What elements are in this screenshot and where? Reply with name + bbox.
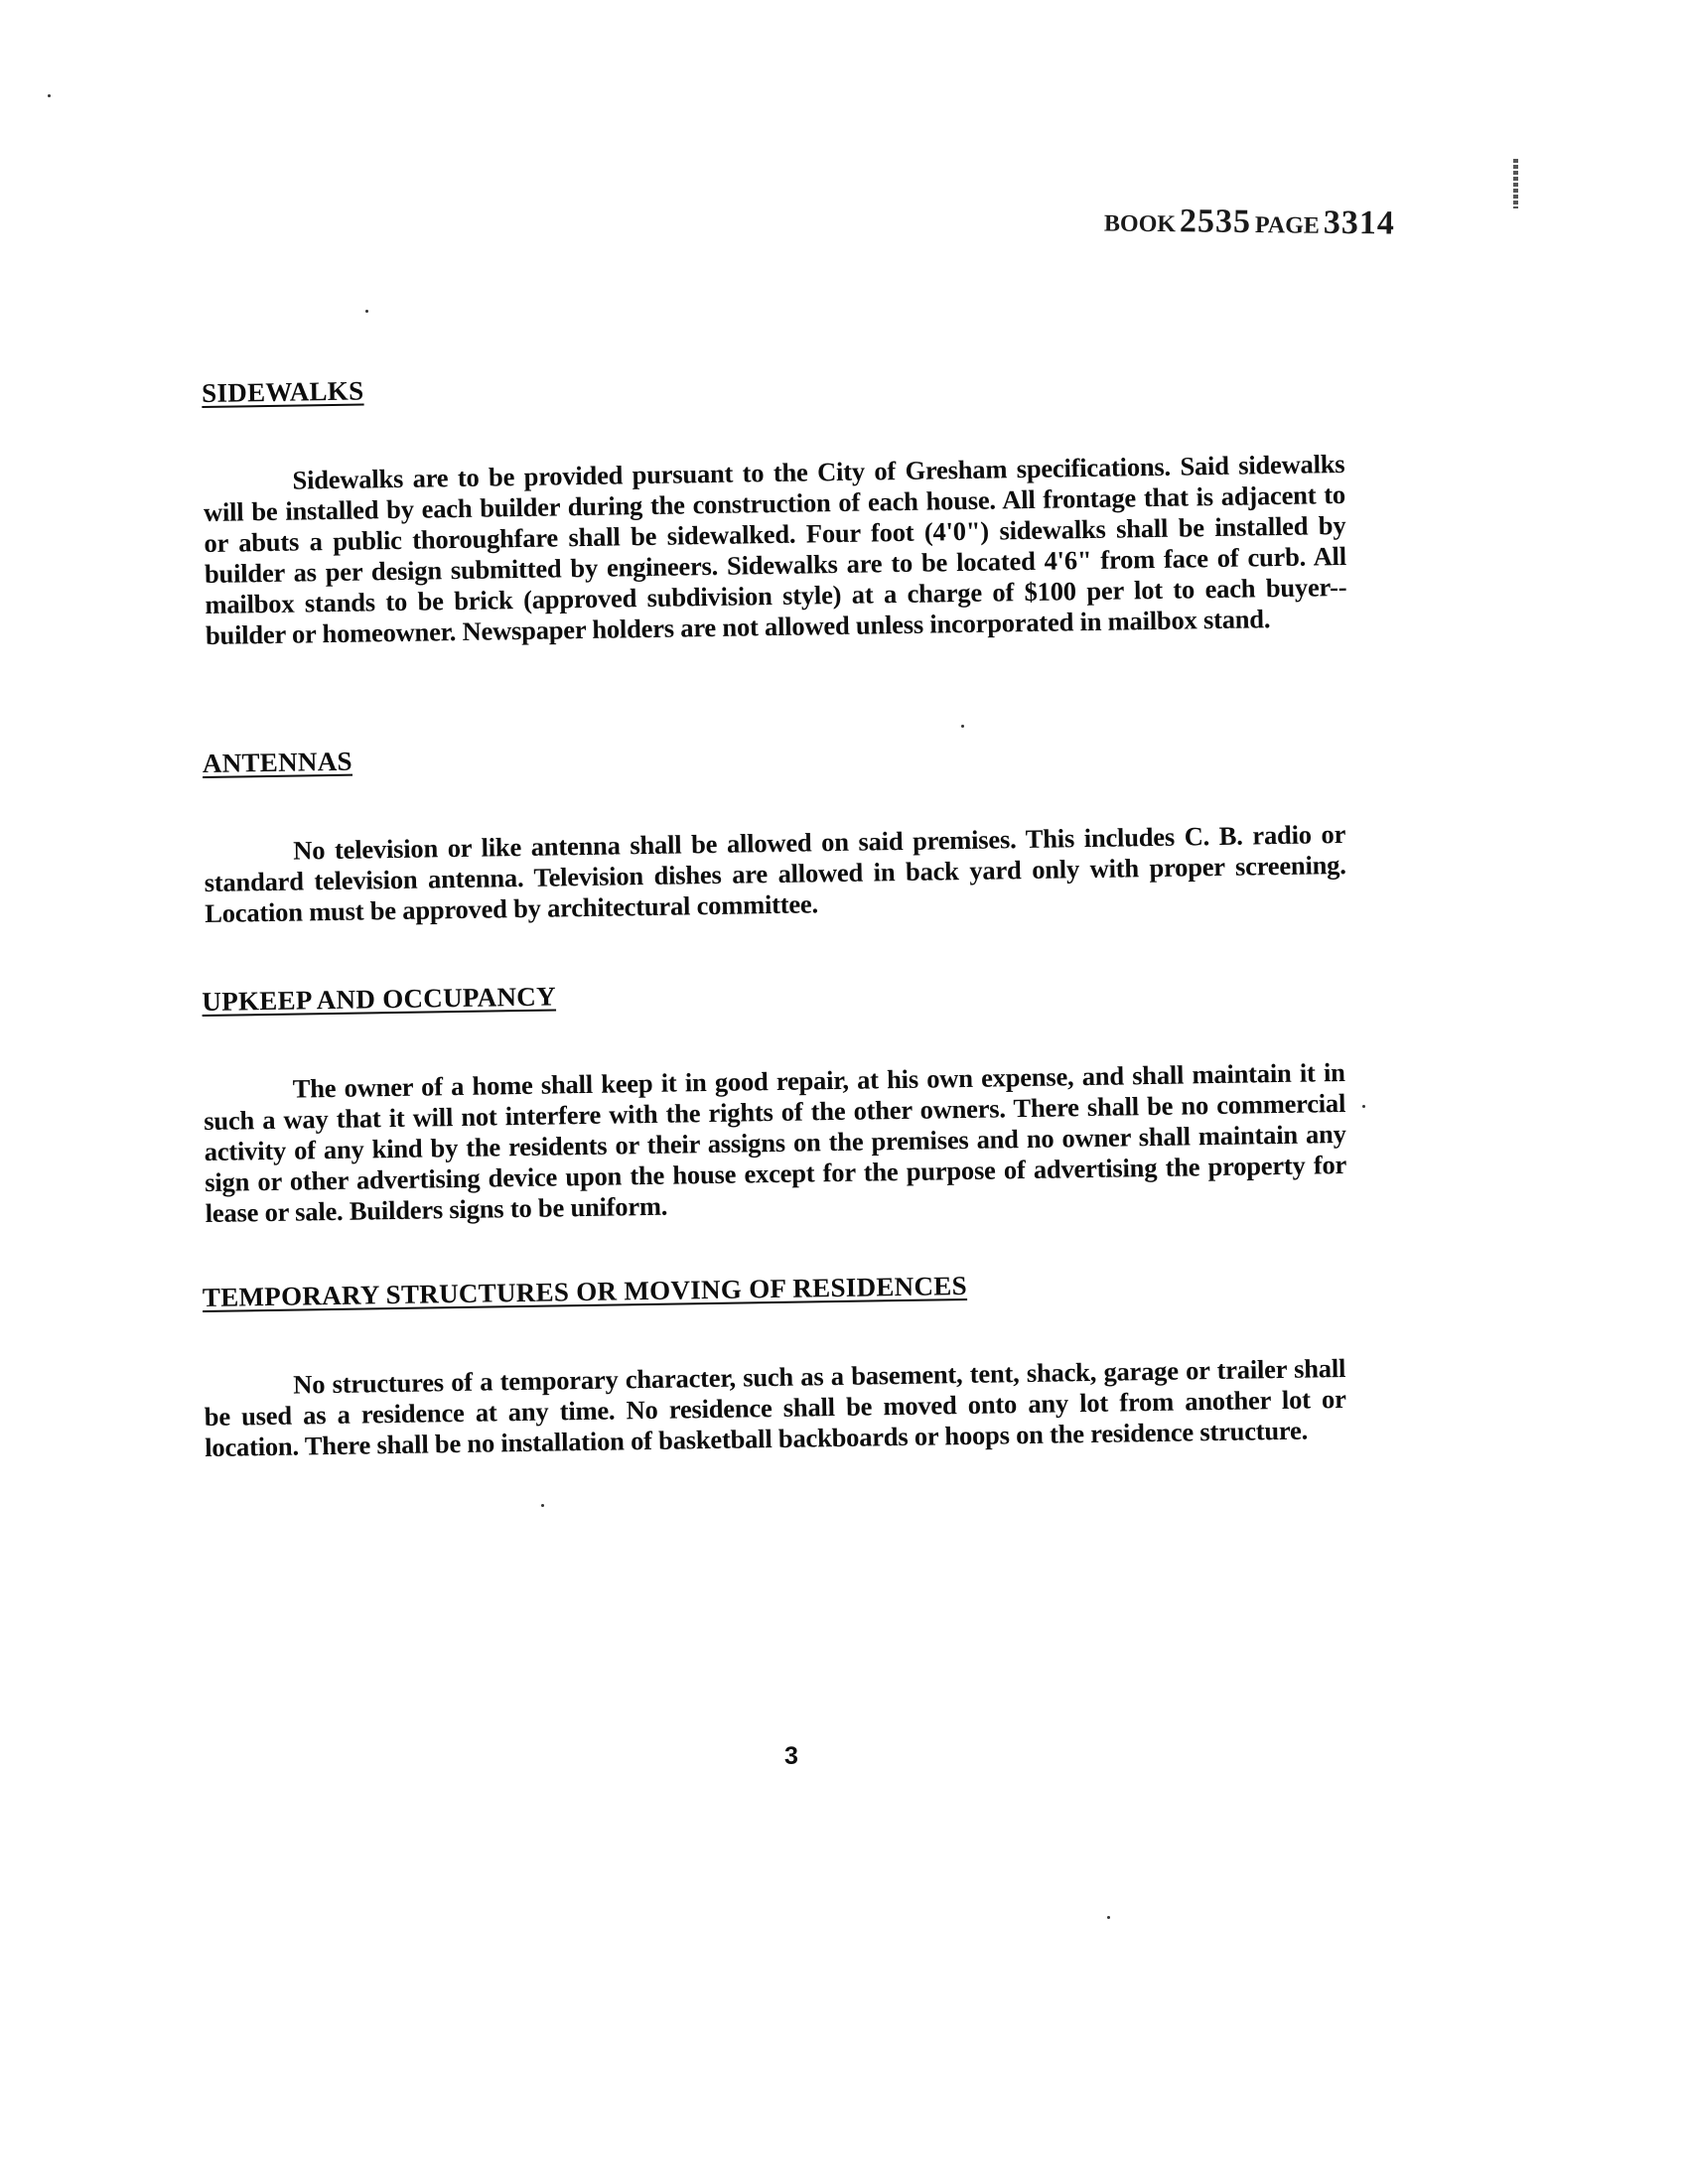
scan-speck	[961, 725, 964, 728]
section-heading: UPKEEP AND OCCUPANCY	[202, 981, 557, 1018]
page-label: PAGE	[1254, 212, 1321, 239]
scan-speck	[48, 94, 51, 97]
scan-speck	[1362, 1105, 1365, 1108]
section-body: No structures of a temporary character, such as a basement, tent, shack, garage or trailer shall be used as a residence at any time. No residence shall be moved onto any lot from another lot or location. There shall be no installation of basketball backboards or hoops on the residence structure.	[204, 1352, 1346, 1463]
scan-speck	[1107, 1916, 1110, 1919]
book-label: BOOK	[1103, 210, 1177, 238]
section-antennas	[203, 731, 1347, 929]
section-body: Sidewalks are to be provided pursuant to the City of Gresham specifications. Said sidewalks will be installed by each builder during the construction of each house. All frontage that is adjacent to or abuts a public thoroughfare shall be sidewalked. Four foot (4'0") sidewalks shall be installed by builder as per design submitted by engineers. Sidewalks are to be located 4'6" from face of curb. All mailbox stands to be brick (approved subdivision style) at a charge of $100 per lot to each buyer--builder or homeowner. Newspaper holders are not allowed unless incorporated in mailbox stand.	[203, 448, 1347, 651]
scan-speck	[541, 1504, 544, 1507]
scan-speck	[365, 310, 368, 313]
scan-edge-mark	[1513, 159, 1518, 208]
section-sidewalks	[202, 360, 1347, 651]
book-number: 2535	[1179, 203, 1252, 241]
section-heading: SIDEWALKS	[201, 375, 364, 409]
section-temporary-structures	[203, 1265, 1347, 1463]
section-heading: ANTENNAS	[202, 746, 353, 779]
section-body: No television or like antenna shall be allowed on said premises. This includes C. B. radio or standard television antenna. Television dishes are allowed in back yard only with proper screening. Location must be approved by architectural committee.	[204, 818, 1346, 929]
section-upkeep-and-occupancy	[202, 969, 1347, 1229]
recording-page-number: 3314	[1323, 204, 1396, 242]
section-body: The owner of a home shall keep it in good repair, at his own expense, and shall maintain it in such a way that it will not interfere with the rights of the other owners. There shall be no commercial activity of any kind by the residents or their assigns on the premises and no owner shall maintain any sign or other advertising device upon the house except for the purpose of advertising the property for lease or sale. Builders signs to be uniform.	[204, 1056, 1347, 1229]
section-heading: TEMPORARY STRUCTURES OR MOVING OF RESIDENCES	[202, 1270, 968, 1313]
book-page-stamp	[1104, 202, 1395, 242]
page-number: 3	[784, 1742, 798, 1770]
